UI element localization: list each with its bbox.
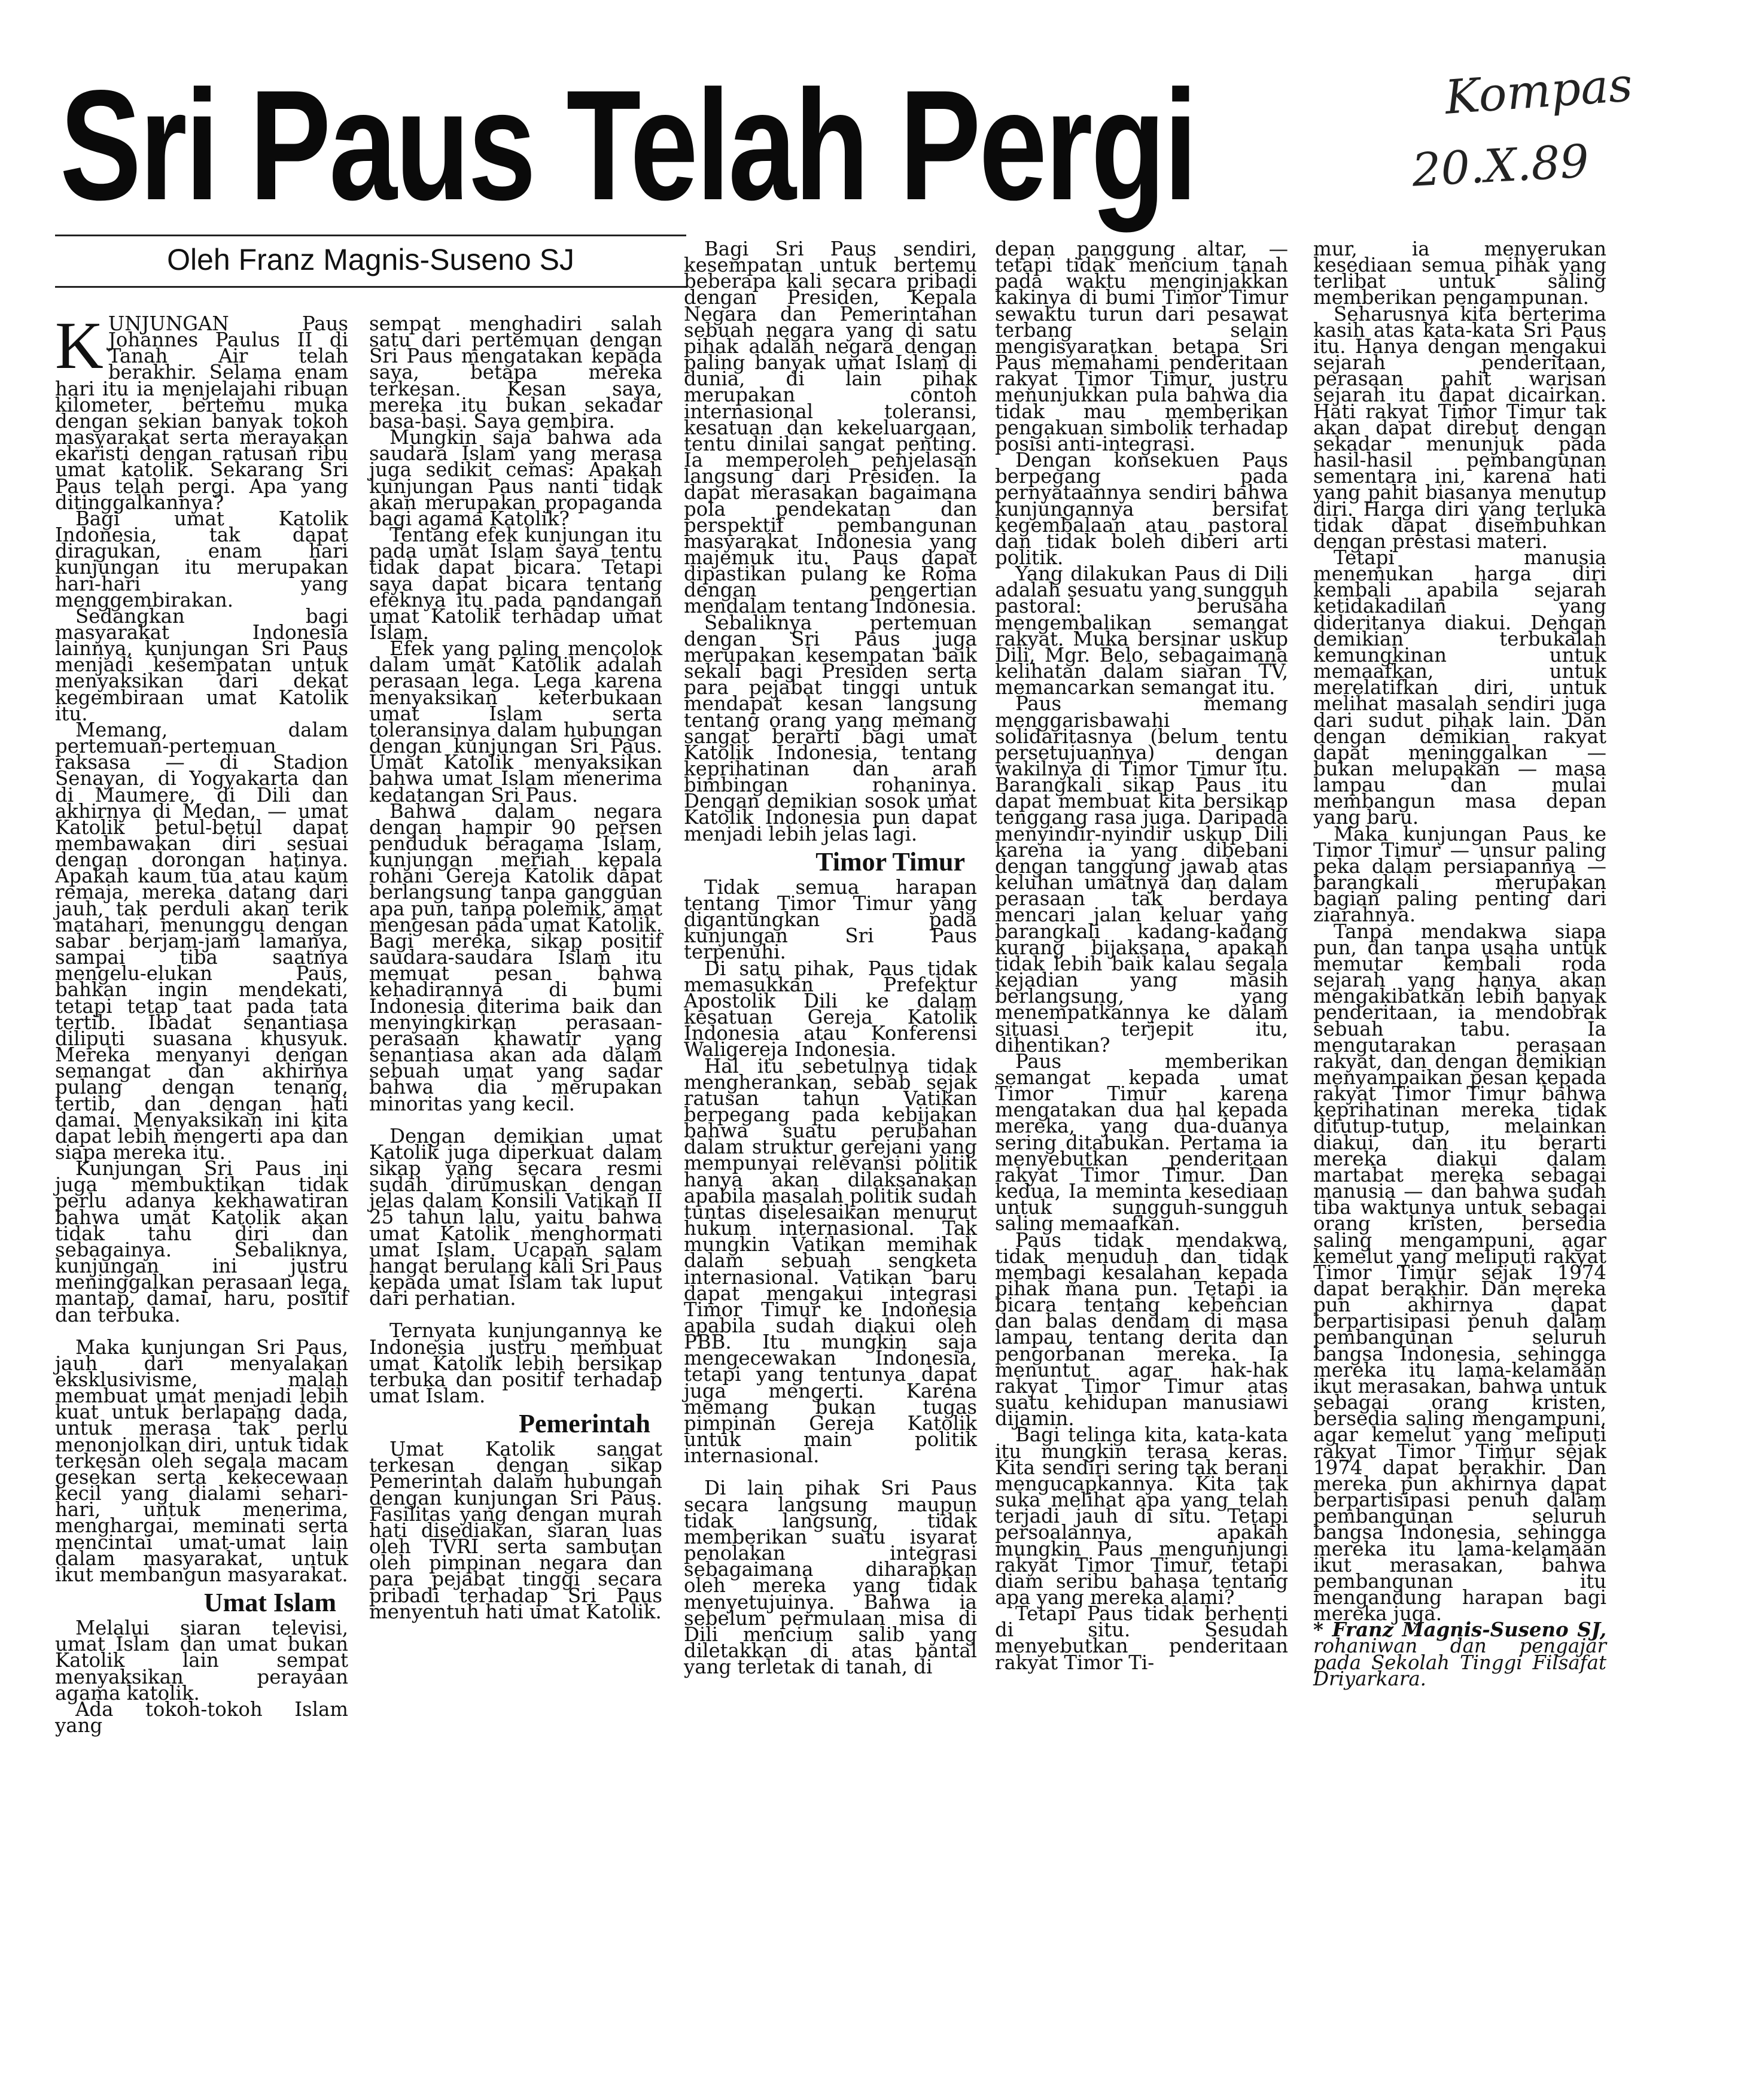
paragraph: depan panggung altar, — tetapi tidak mencium tanah pada waktu menginjakkan kakinya di bumi Timor Timur sewaktu turun dari pesawat terbang selain mengisyaratkan betapa Sri Paus memahami penderitaan rakyat Timor Timur, justru menunjukkan pula bahwa dia tidak mau memberikan pengakuan simbolik terhadap posisi anti-integrasi. bbox=[995, 238, 1288, 455]
handwritten-date-note: 20.X.89 bbox=[1410, 134, 1590, 197]
byline-bottom-rule bbox=[55, 286, 686, 288]
paragraph: Tentang efek kunjungan itu pada umat Islam saya tentu tidak dapat bicara. Tetapi saya dapat bicara tentang efeknya itu pada pandangan umat Katolik terhadap umat Islam. bbox=[369, 524, 662, 644]
author-description: rohaniwan dan pengajar pada Sekolah Tinggi Filsafat Driyarkara. bbox=[1313, 1635, 1606, 1690]
paragraph: Paus memang menggarisbawahi solidaritasnya (belum tentu persetujuannya) dengan wakilnya di Timor Timur itu. Barangkali sikap Paus itu dapat membuat kita bersikap tenggang rasa juga. Daripada menyindir-nyindir uskup Dili karena ia yang dibebani dengan tanggung jawab atas keluhan umatnya dan dalam perasaan tak berdaya mencari jalan keluar yang barangkali kadang-kadang kurang bijaksana, apakah tidak lebih baik kalau segala kejadian yang masih berlangsung, yang menempatkannya ke dalam situasi terjepit itu, dihentikan? bbox=[995, 692, 1288, 1057]
headline: Sri Paus Telah Pergi bbox=[60, 57, 1196, 233]
article-column-2 bbox=[369, 312, 662, 1623]
paragraph: mur, ia menyerukan kesediaan semua pihak yang terlibat untuk saling memberikan pengampunan. bbox=[1313, 238, 1606, 309]
paragraph: Ternyata kunjungannya ke Indonesia justru membuat umat Katolik lebih bersikap terbuka dan positif terhadap umat Islam. bbox=[369, 1319, 662, 1407]
paragraph: Paus tidak mendakwa, tidak menuduh dan tidak membagi kesalahan kepada pihak mana pun. Tetapi ia bicara tentang kebencian dan balas dendam di masa lampau, tentang derita dan pengorbanan mereka. Ia menuntut agar hak-hak rakyat Timor Timur atas suatu kehidupan manusiawi dijamin. bbox=[995, 1228, 1288, 1431]
paragraph: Bagi Sri Paus sendiri, kesempatan untuk bertemu beberapa kali secara pribadi dengan Presiden, Kepala Negara dan Pemerintahan sebuah negara yang di satu pihak adalah negara dengan paling banyak umat Islam di dunia, di lain pihak merupakan contoh internasional toleransi, kesatuan dan kekeluargaan, tentu dinilai sangat penting. Ia memperoleh penjelasan langsung dari Presiden. Ia dapat merasakan bagaimana pola pendekatan dan perspektif pembangunan masyarakat Indonesia yang majemuk itu. Paus dapat dipastikan pulang ke Roma dengan pengertian mendalam tentang Indonesia. bbox=[684, 238, 977, 618]
article-column-1 bbox=[55, 309, 348, 1737]
paragraph: Melalui siaran televisi, umat Islam dan umat bukan Katolik lain sempat menyaksikan perayaan agama katolik. bbox=[55, 1617, 348, 1705]
paragraph: Seharusnya kita berterima kasih atas kata-kata Sri Paus itu. Hanya dengan mengakui sejarah penderitaan, perasaan pahit warisan sejarah itu dapat dicairkan. Hati rakyat Timor Timur tak akan dapat direbut dengan sekadar menunjuk pada hasil-hasil pembangunan sementara ini, karena hati yang pahit biasanya menutup diri. Harga diri yang terluka tidak dapat disembuhkan dengan prestasi materi. bbox=[1313, 302, 1606, 553]
paragraph: Tidak semua harapan tentang Timor Timur yang digantungkan pada kunjungan Sri Paus terpenuhi. bbox=[684, 875, 977, 964]
drop-cap: K bbox=[55, 309, 104, 383]
paragraph: Umat Katolik sangat terkesan dengan sikap Pemerintah dalam hubungan dengan kunjungan Sri Paus. Fasilitas yang dengan murah hati disediakan, siaran luas oleh TVRI serta sambutan oleh pimpinan negara dan para pejabat tinggi secara pribadi terhadap Sri Paus menyentuh hati umat Katolik. bbox=[369, 1438, 662, 1623]
paragraph: Bagi umat Katolik Indonesia, tak dapat diragukan, enam hari kunjungan itu merupakan hari-hari yang menggembirakan. bbox=[55, 507, 348, 611]
paragraph: Memang, dalam pertemuan-pertemuan raksasa — di Stadion Senayan, di Yogyakarta dan di Maumere, di Dili dan akhirnya di Medan, — umat Katolik betul-betul dapat membawakan diri sesuai dengan dorongan hatinya. Apakah kaum tua atau kaum remaja, mereka datang dari jauh, tak perduli akan terik matahari, menunggu dengan sabar berjam-jam lamanya, sampai tiba saatnya mengelu-elukan Paus, bahkan ingin mendekati, tetapi tetap taat pada tata tertib. Ibadat senantiasa diliputi suasana khusyuk. Mereka menyanyi dengan semangat dan akhirnya pulang dengan tenang, tertib, dan dengan hati damai. Menyaksikan ini kita dapat lebih mengerti apa dan siapa mereka itu. bbox=[55, 718, 348, 1164]
paragraph: KUNJUNGAN Paus Johannes Paulus II di Tanah Air telah berakhir. Selama enam hari itu ia menjelajahi ribuan kilometer, bertemu muka dengan sekian banyak tokoh masyarakat serta merayakan ekaristi dengan ratusan ribu umat katolik. Sekarang Sri Paus telah pergi. Apa yang ditinggalkannya? bbox=[55, 309, 348, 514]
paragraph: Efek yang paling mencolok dalam umat Katolik adalah perasaan lega. Lega karena menyaksikan keterbukaan umat Islam serta toleransinya dalam hubungan dengan kunjungan Sri Paus. Umat Katolik menyaksikan bahwa umat Islam menerima kedatangan Sri Paus. bbox=[369, 637, 662, 806]
handwritten-source-note: Kompas bbox=[1443, 58, 1635, 125]
paragraph: Kunjungan Sri Paus ini juga membuktikan tidak perlu adanya kekhawatiran bahwa umat Katolik akan tidak tahu diri dan sebagainya. Sebaliknya, kunjungan ini justru meninggalkan perasaan lega, mantap, damai, haru, positif dan terbuka. bbox=[55, 1157, 348, 1326]
subheading-umat-islam: Umat Islam bbox=[203, 1588, 336, 1618]
paragraph: Tanpa mendakwa siapa pun, dan tanpa usaha untuk memutar kembali roda sejarah yang hanya akan mengakibatkan lebih banyak penderitaan, ia mendobrak sebuah tabu. Ia mengutarakan perasaan rakyat, dan dengan demikian menyampaikan pesan kepada rakyat Timor Timur bahwa keprihatinan mereka tidak ditutup-tutup, melainkan diakui, dan itu berarti mereka diakui dalam martabat mereka sebagai manusia — dan bahwa sudah tiba waktunya untuk sebagai orang kristen, bersedia saling mengampuni, agar kemelut yang meliputi rakyat Timor Timur sejak 1974 dapat berakhir. Dan mereka pun akhirnya dapat berpartisipasi penuh dalam pembangunan seluruh bangsa Indonesia, sehingga mereka itu lama-kelamaan ikut merasakan, bahwa untuk sebagai orang kristen, bersedia saling mengampuni, agar kemelut yang meliputi rakyat Timor Timur sejak 1974 dapat berakhir. Dan mereka pun akhirnya dapat berpartisipasi penuh dalam pembangunan seluruh bangsa Indonesia, sehingga mereka itu lama-kelamaan ikut merasakan, bahwa pembangunan itu mengandung harapan bagi mereka juga. bbox=[1313, 920, 1606, 1626]
byline-top-rule bbox=[55, 235, 686, 236]
paragraph: Bahwa dalam negara dengan hampir 90 persen penduduk beragama Islam, kunjungan meriah kepala rohani Gereja Katolik dapat berlangsung tanpa gangguan apa pun, tanpa polemik, amat mengesan pada umat Katolik. Bagi mereka, sikap positif saudara-saudara Islam itu memuat pesan bahwa kehadirannya di bumi Indonesia diterima baik dan menyingkirkan perasaan-perasaan khawatir yang senantiasa akan ada dalam sebuah umat yang sadar bahwa dia merupakan minoritas yang kecil. bbox=[369, 799, 662, 1115]
paragraph: Mungkin saja bahwa ada saudara Islam yang merasa juga sedikit cemas: Apakah kunjungan Paus nanti tidak akan merupakan propaganda bagi agama Katolik? bbox=[369, 426, 662, 530]
paragraph: sempat menghadiri salah satu dari pertemuan dengan Sri Paus mengatakan kepada saya, betapa mereka terkesan. Kesan saya, mereka itu bukan sekadar basa-basi. Saya gembira. bbox=[369, 312, 662, 433]
paragraph: Bagi telinga kita, kata-kata itu mungkin terasa keras. Kita sendiri sering tak berani mengucapkannya. Kita tak suka melihat apa yang telah terjadi jauh di situ. Tetapi persoalannya, apakah mungkin Paus mengunjungi rakyat Timor Timur, tetapi diam seribu bahasa tentang apa yang mereka alami? bbox=[995, 1423, 1288, 1609]
paragraph: Ada tokoh-tokoh Islam yang bbox=[55, 1697, 348, 1737]
paragraph: Hal itu sebetulnya tidak mengherankan, sebab sejak ratusan tahun Vatikan berpegang pada kebijakan bahwa suatu perubahan dalam struktur gerejani yang mempunyai relevansi politik hanya akan dilaksanakan apabila masalah politik sudah tuntas diselesaikan menurut hukum internasional. Tak mungkin Vatikan memihak dalam sebuah sengketa internasional. Vatikan baru dapat mengakui integrasi Timor Timur ke Indonesia apabila sudah diakui oleh PBB. Itu mungkin saja mengecewakan Indonesia, tetapi yang tentunya dapat juga mengerti. Karena memang bukan tugas pimpinan Gereja Katolik untuk main politik internasional. bbox=[684, 1054, 977, 1468]
paragraph: Maka kunjungan Sri Paus, jauh dari menyalakan eksklusivisme, malah membuat umat menjadi lebih kuat untuk berlapang dada, untuk merasa tak perlu menonjolkan diri, untuk tidak terkesan oleh segala macam gesekan serta kekecewaan kecil yang dialami sehari-hari, untuk menerima, menghargai, meminati serta mencintai umat-umat lain dalam masyarakat, untuk ikut membangun masyarakat. bbox=[55, 1335, 348, 1586]
paragraph: Maka kunjungan Paus ke Timor Timur — unsur paling peka dalam persiapannya — barangkali merupakan bagian paling penting dari ziarahnya. bbox=[1313, 822, 1606, 927]
paragraph: Tetapi manusia menemukan harga diri kembali apabila sejarah ketidakadilan yang dideritanya diakui. Dengan demikian terbukalah kemungkinan untuk memaafkan, untuk merelatifkan diri, untuk melihat masalah sendiri juga dari sudut pihak lain. Dan dengan demikian rakyat dapat meninggalkan — bukan melupakan — masa lampau dan mulai membangun masa depan yang baru. bbox=[1313, 546, 1606, 829]
paragraph: Dengan demikian umat Katolik juga diperkuat dalam sikap yang secara resmi sudah dirumuskan dengan jelas dalam Konsili Vatikan II 25 tahun lalu, yaitu bahwa umat Katolik menghormati umat Islam. Ucapan salam hangat berulang kali Sri Paus kepada umat Islam tak luput dari perhatian. bbox=[369, 1124, 662, 1310]
paragraph: Tetapi Paus tidak berhenti di situ. Sesudah menyebutkan penderitaan rakyat Timor Ti- bbox=[995, 1602, 1288, 1674]
byline: Oleh Franz Magnis-Suseno SJ bbox=[167, 243, 574, 276]
article-column-3 bbox=[684, 238, 977, 1679]
subheading-pemerintah: Pemerintah bbox=[519, 1409, 650, 1439]
article-column-5 bbox=[1313, 238, 1606, 1690]
paragraph: Sedangkan bagi masyarakat Indonesia lainnya, kunjungan Sri Paus menjadi kesempatan untuk menyaksikan dari dekat kegembiraan umat Katolik itu. bbox=[55, 604, 348, 725]
article-column-4 bbox=[995, 238, 1288, 1674]
author-signature: * Franz Magnis-Suseno SJ, bbox=[1313, 1618, 1606, 1642]
paragraph: Sebaliknya pertemuan dengan Sri Paus juga merupakan kesempatan baik sekali bagi Presiden serta para pejabat tinggi untuk mendapat kesan langsung tentang orang yang memang sangat berarti bagi umat Katolik Indonesia, tentang keprihatinan dan arah bimbingan rohaninya. Dengan demikian sosok umat Katolik Indonesia pun dapat menjadi lebih jelas lagi. bbox=[684, 611, 977, 845]
paragraph: Dengan konsekuen Paus berpegang pada pernyataannya sendiri bahwa kunjungannya bersifat kegembalaan atau pastoral dan tidak boleh diberi arti politik. bbox=[995, 449, 1288, 569]
paragraph: Di lain pihak Sri Paus secara langsung maupun tidak langsung, tidak memberikan suatu isyarat penolakan integrasi sebagaimana diharapkan oleh mereka yang tidak menyetujuinya. Bahwa ia sebelum permulaan misa di Dili mencium salib yang diletakkan di atas bantal yang terletak di tanah, di bbox=[684, 1477, 977, 1679]
paragraph: Di satu pihak, Paus tidak memasukkan Prefektur Apostolik Dili ke dalam kesatuan Gereja Katolik Indonesia atau Konferensi Waligereja Indonesia. bbox=[684, 957, 977, 1061]
author-note bbox=[1313, 1618, 1606, 1690]
subheading-timor-timur: Timor Timur bbox=[815, 847, 965, 876]
paragraph: Paus memberikan semangat kepada umat Timor Timur karena mengatakan dua hal kepada mereka, yang dua-duanya sering ditabukan. Pertama ia menyebutkan penderitaan rakyat Timor Timur. Dan kedua, Ia meminta kesediaan untuk sungguh-sungguh saling memaafkan. bbox=[995, 1049, 1288, 1235]
paragraph: Yang dilakukan Paus di Dili adalah sesuatu yang sungguh pastoral: berusaha mengembalikan semangat rakyat. Muka bersinar uskup Dili, Mgr. Belo, sebagaimana kelihatan dalam siaran TV, memancarkan semangat itu. bbox=[995, 562, 1288, 699]
